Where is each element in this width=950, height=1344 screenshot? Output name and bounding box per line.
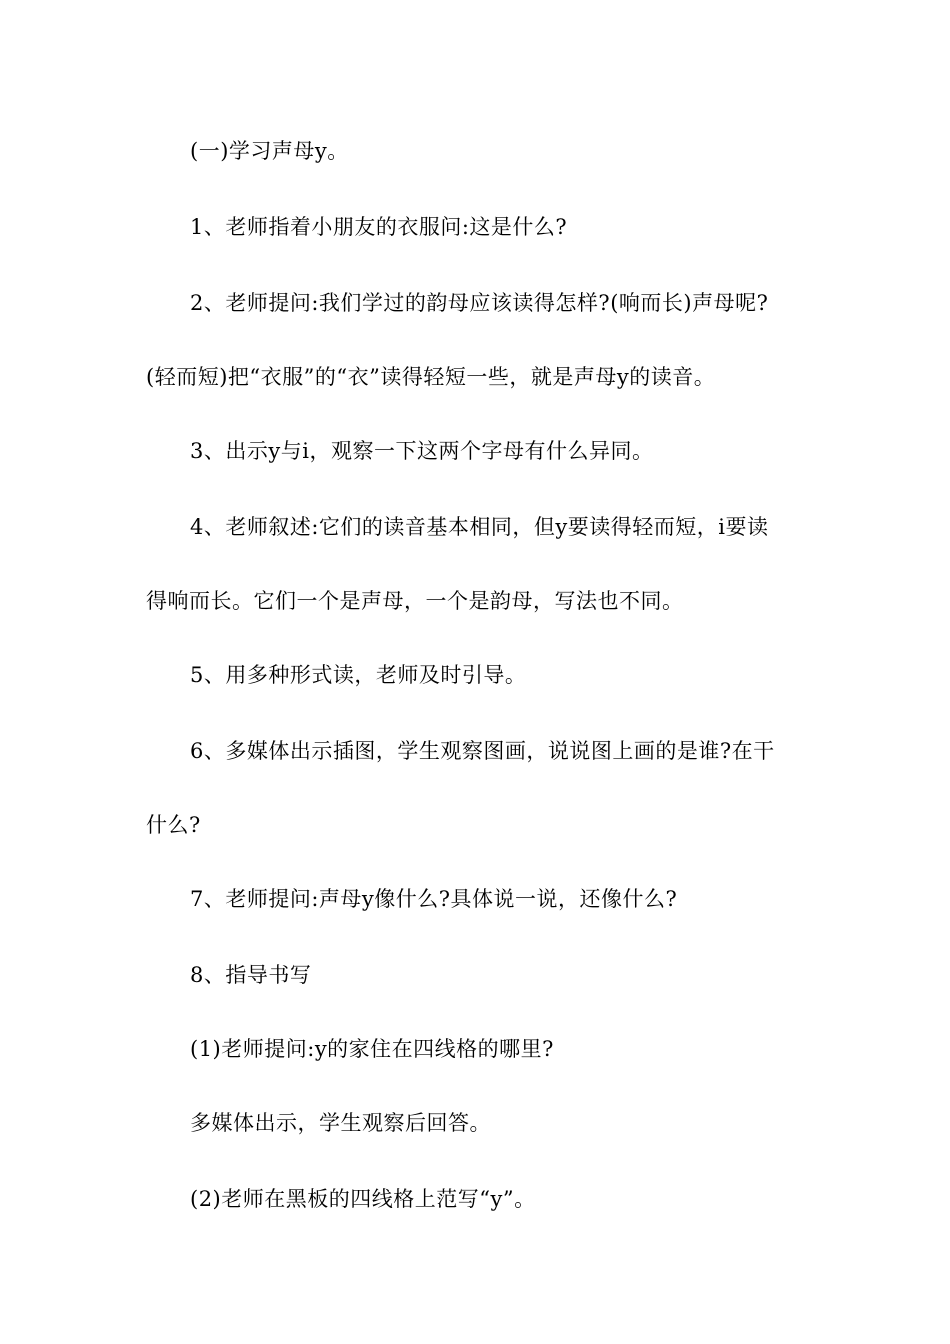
sub-item-1: (1)老师提问:y的家住在四线格的哪里? — [190, 1037, 554, 1061]
sub-item-1-answer: 多媒体出示，学生观察后回答。 — [190, 1111, 491, 1135]
paragraph-4-line-1: 4、老师叙述:它们的读音基本相同，但y要读得轻而短，i要读 — [190, 515, 769, 539]
paragraph-1: 1、老师指着小朋友的衣服问:这是什么? — [190, 215, 568, 239]
sub-item-2: (2)老师在黑板的四线格上范写“y”。 — [190, 1187, 536, 1211]
paragraph-2-line-1: 2、老师提问:我们学过的韵母应该读得怎样?(响而长)声母呢? — [190, 291, 769, 315]
paragraph-3: 3、出示y与i，观察一下这两个字母有什么异同。 — [190, 439, 654, 463]
paragraph-8: 8、指导书写 — [190, 963, 312, 987]
paragraph-2-line-2: (轻而短)把“衣服”的“衣”读得轻短一些，就是声母y的读音。 — [146, 365, 716, 389]
section-heading: (一)学习声母y。 — [190, 139, 349, 163]
paragraph-7: 7、老师提问:声母y像什么?具体说一说，还像什么? — [190, 887, 678, 911]
paragraph-6-line-2: 什么? — [146, 813, 201, 837]
paragraph-4-line-2: 得响而长。它们一个是声母，一个是韵母，写法也不同。 — [146, 589, 684, 613]
paragraph-5: 5、用多种形式读，老师及时引导。 — [190, 663, 527, 687]
paragraph-6-line-1: 6、多媒体出示插图，学生观察图画，说说图上画的是谁?在干 — [190, 739, 775, 763]
